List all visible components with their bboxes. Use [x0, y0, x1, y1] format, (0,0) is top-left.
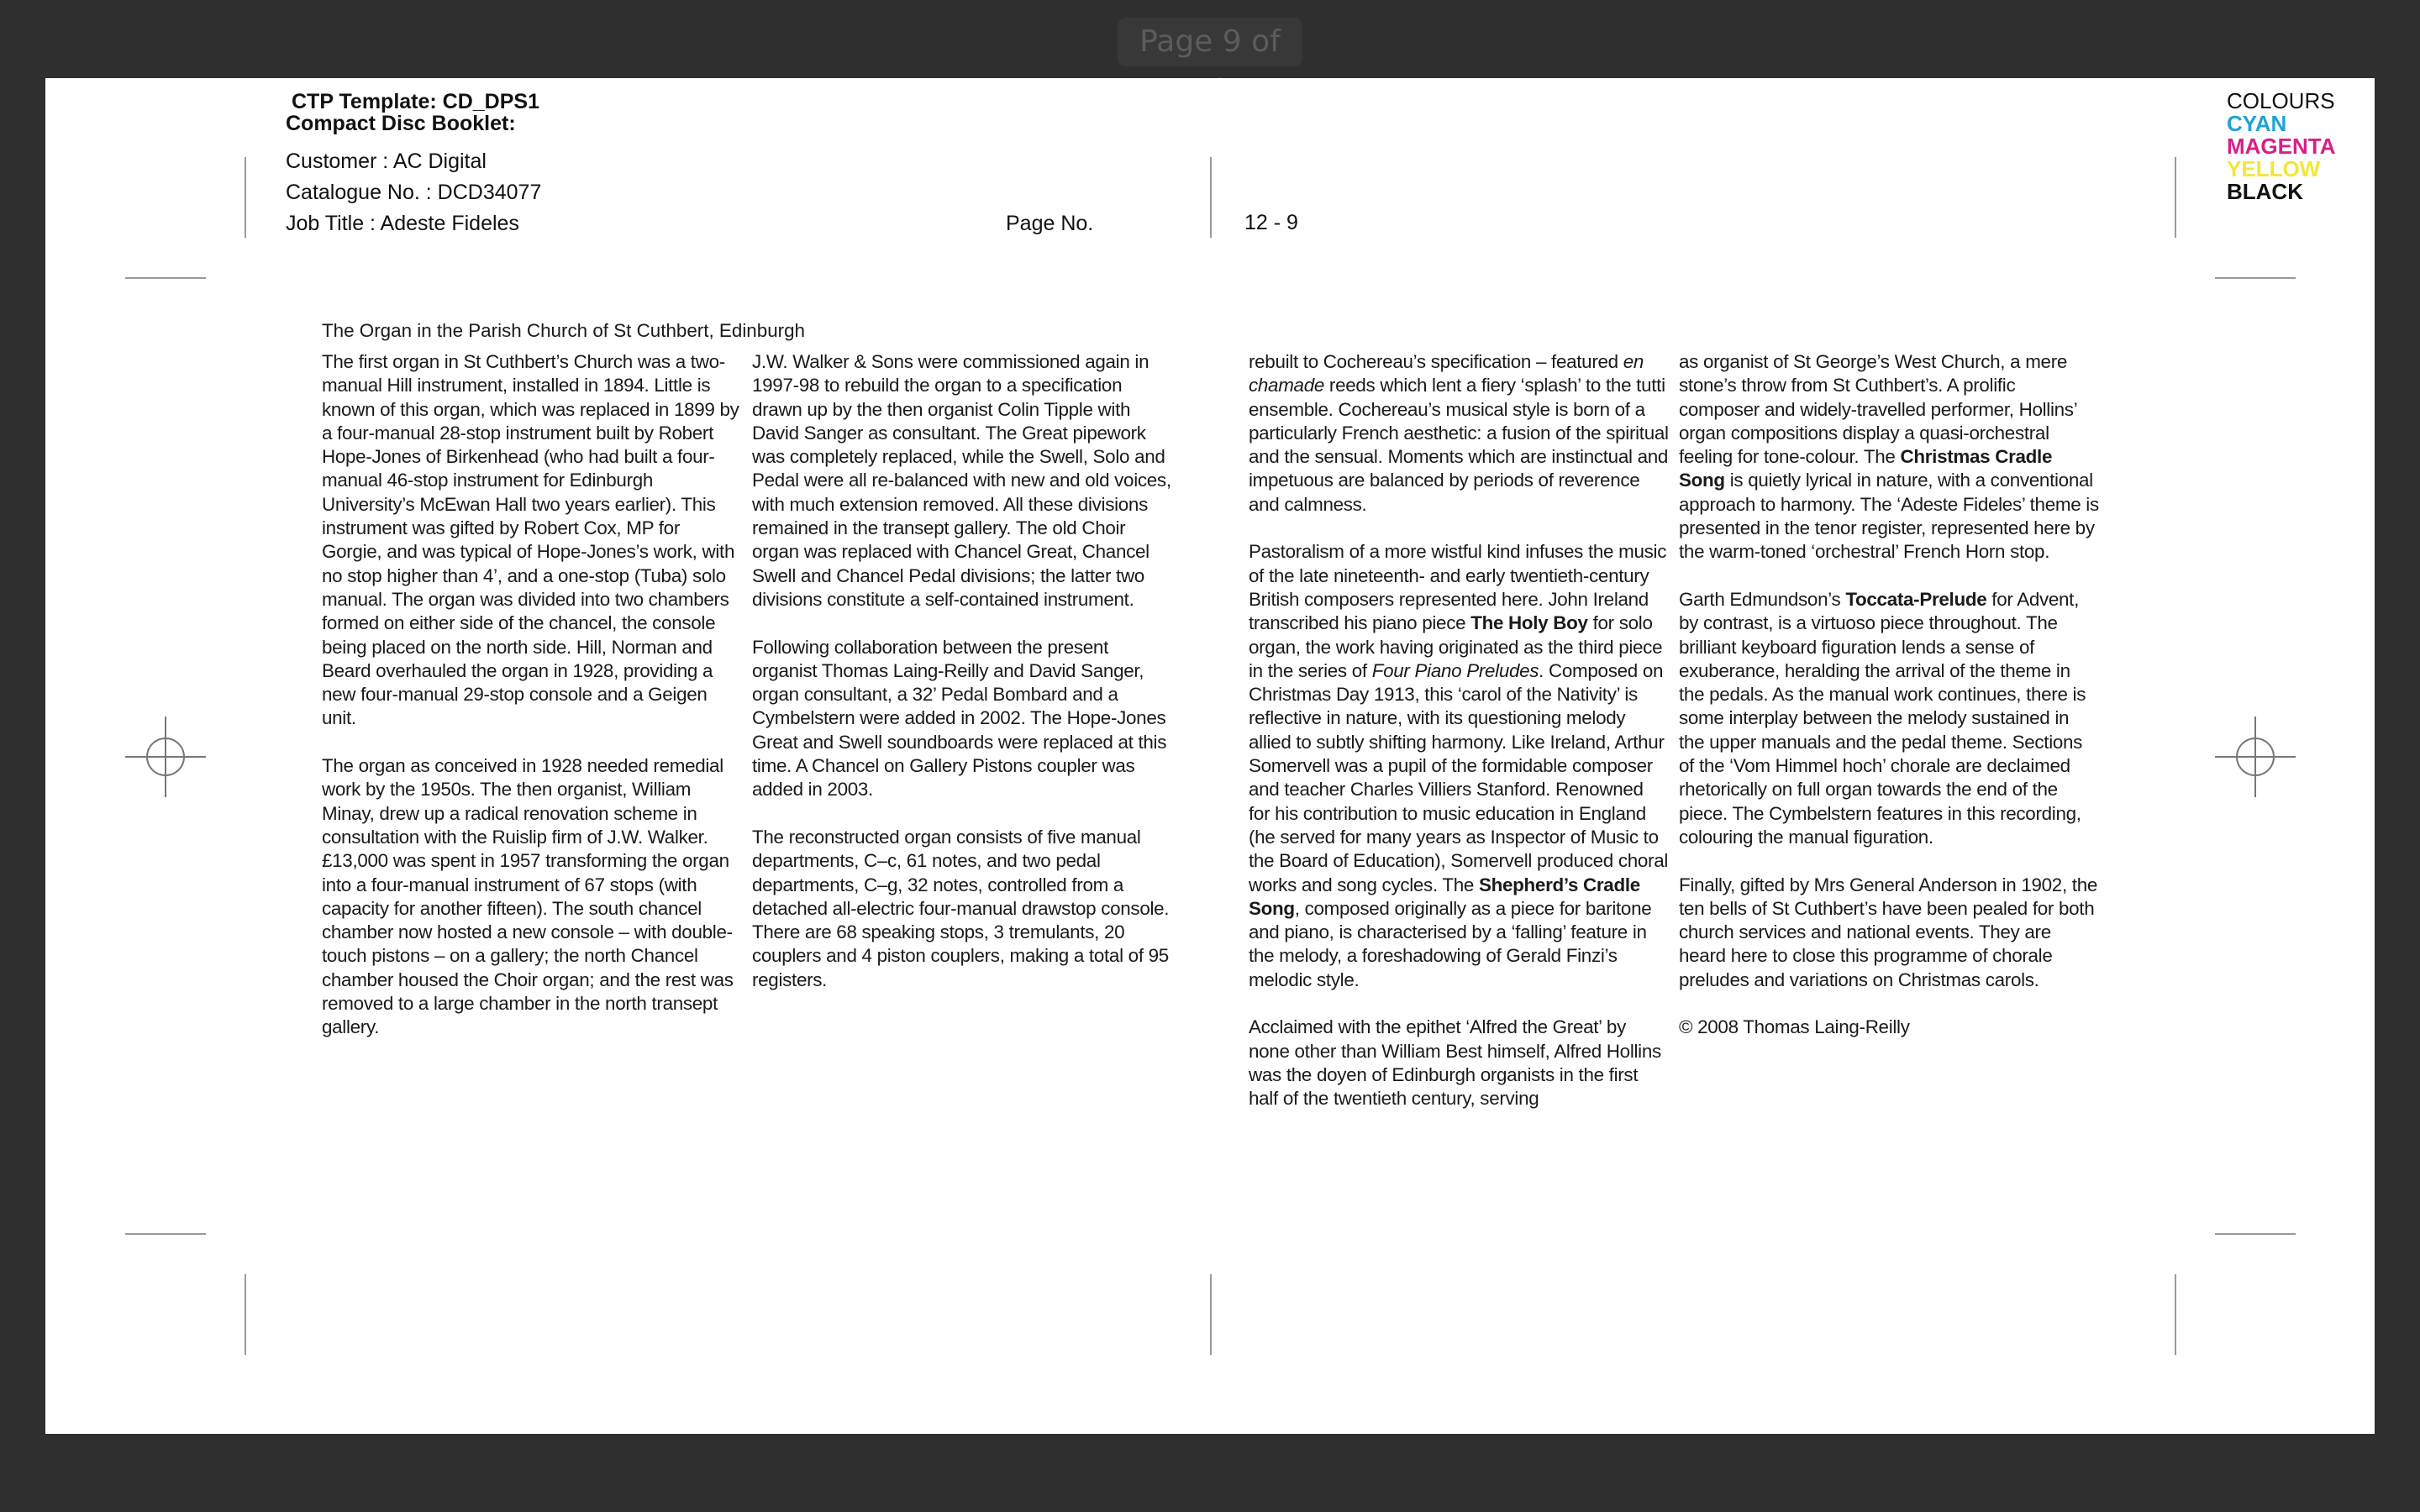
registration-mark-icon	[2215, 717, 2296, 797]
text-column-2	[752, 350, 1172, 1016]
crop-mark	[1210, 157, 1212, 238]
colours-legend	[2227, 90, 2336, 203]
crop-mark	[1210, 1274, 1212, 1355]
colours-heading: COLOURS	[2227, 88, 2335, 113]
paragraph: Acclaimed with the epithet ‘Alfred the Great’ by none other than William Best himself, Alfred Hollins was the doyen of Edinburgh organists in the first half of the twentieth century, serving	[1249, 1016, 1661, 1110]
crop-mark	[125, 1233, 206, 1235]
crop-mark	[245, 1274, 246, 1355]
crop-mark	[2215, 1233, 2296, 1235]
text-column-3	[1249, 350, 1669, 1135]
crop-mark	[2215, 277, 2296, 279]
article-title: The Organ in the Parish Church of St Cuthbert, Edinburgh	[322, 320, 806, 341]
paragraph: Garth Edmundson’s Toccata-Prelude for Advent, by contrast, is a virtuoso piece throughout. The brilliant keyboard figuration lends a sense of exuberance, heralding the arrival of the theme in the pedals. As the manual work continues, there is some interplay between the melody sustained in the upper manuals and the pedal theme. Sections of the ‘Vom Himmel hoch’ chorale are declaimed rhetorically on full organ towards the end of the piece. The Cymbelstern features in this recording, colouring the manual figuration.	[1679, 588, 2086, 848]
colour-magenta: MAGENTA	[2227, 134, 2336, 159]
paragraph: as organist of St George’s West Church, a mere stone’s throw from St Cuthbert’s. A prolific composer and widely-travelled performer, Hollins’ organ compositions display a quasi-orchestral feeling for tone-colour. The Christmas Cradle Song is quietly lyrical in nature, with a conventional approach to harmony. The ‘Adeste Fideles’ theme is presented in the tenor register, represented here by the warm-toned ‘orchestral’ French Horn stop.	[1679, 351, 2099, 563]
colour-yellow: YELLOW	[2227, 156, 2321, 181]
registration-mark-icon	[125, 717, 206, 797]
text-column-4	[1679, 350, 2099, 1063]
paragraph: The reconstructed organ consists of five manual departments, C–c, 61 notes, and two pedal departments, C–g, 32 notes, controlled from a detached all-electric four-manual drawstop console. There are 68 speaking stops, 3 tremulants, 20 couplers and 4 piston couplers, making a total of 95 registers.	[752, 826, 1170, 990]
crop-mark	[2175, 1274, 2176, 1355]
work-title: Christmas Cradle Song	[1679, 446, 2053, 491]
document-page	[45, 78, 2375, 1434]
crop-mark	[245, 157, 246, 238]
paragraph: J.W. Walker & Sons were commissioned again in 1997-98 to rebuild the organ to a specification drawn up by the then organist Colin Tipple with David Sanger as consultant. The Great pipework was completely replaced, while the Swell, Solo and Pedal were all re-balanced with new and old voices, with much extension removed. All these divisions remained in the transept gallery. The old Choir organ was replaced with Chancel Great, Chancel Swell and Chancel Pedal divisions; the latter two divisions constitute a self-contained instrument.	[752, 351, 1171, 610]
template-label: CTP Template: CD_DPS1	[292, 90, 539, 113]
work-title: The Holy Boy	[1470, 612, 1588, 634]
crop-mark	[125, 277, 206, 279]
copyright: © 2008 Thomas Laing-Reilly	[1679, 1016, 1910, 1038]
text-column-1	[322, 350, 742, 1063]
page-no-label: Page No.	[1006, 212, 1094, 235]
job-title-label: Job Title : Adeste Fideles	[286, 212, 519, 235]
crop-mark	[2175, 157, 2176, 238]
paragraph: Following collaboration between the present organist Thomas Laing-Reilly and David Sanger, organ consultant, a 32’ Pedal Bombard and a Cymbelstern were added in 2002. The Hope-Jones Great and Swell soundboards were replaced at this time. A Chancel on Gallery Pistons coupler was added in 2003.	[752, 636, 1167, 801]
work-title: Shepherd’s Cradle Song	[1249, 874, 1640, 919]
paragraph: rebuilt to Cochereau’s specification – featured en chamade reeds which lent a fiery ‘splash’ to the tutti ensemble. Cochereau’s musical style is born of a particularly French aesthetic: a fusion of the spiritual and the sensual. Moments which are instinctual and impetuous are balanced by periods of reverence and calmness.	[1249, 351, 1669, 515]
colour-black: BLACK	[2227, 179, 2303, 204]
page-indicator: Page 9 of	[1118, 18, 1302, 66]
paragraph: Pastoralism of a more wistful kind infuses the music of the late nineteenth- and early twentieth-century British composers represented here. John Ireland transcribed his piano piece The Holy Boy for solo organ, the work having originated as the third piece in the series of Four Piano Preludes. Composed on Christmas Day 1913, this ‘carol of the Nativity’ is reflective in nature, with its questioning melody allied to subtly shifting harmony. Like Ireland, Arthur Somervell was a pupil of the formidable composer and teacher Charles Villiers Stanford. Renowned for his contribution to music education in England (he served for many years as Inspector of Music to the Board of Education), Somervell produced choral works and song cycles. The Shepherd’s Cradle Song, composed originally as a piece for baritone and piano, is characterised by a ‘falling’ feature in the melody, a foreshadowing of Gerald Finzi’s melodic style.	[1249, 541, 1669, 990]
page-no-value: 12 - 9	[1244, 211, 1298, 234]
customer-label: Customer : AC Digital	[286, 150, 487, 173]
paragraph: Finally, gifted by Mrs General Anderson in 1902, the ten bells of St Cuthbert’s have been pealed for both church services and national events. They are heard here to close this programme of chorale preludes and variations on Christmas carols.	[1679, 874, 2098, 990]
colour-cyan: CYAN	[2227, 111, 2287, 136]
paragraph: The organ as conceived in 1928 needed remedial work by the 1950s. The then organist, William Minay, drew up a radical renovation scheme in consultation with the Ruislip firm of J.W. Walker. £13,000 was spent in 1957 transforming the organ into a four-manual instrument of 67 stops (with capacity for another fifteen). The south chancel chamber now hosted a new console – with double-touch pistons – on a gallery; the north Chancel chamber housed the Choir organ; and the rest was removed to a large chamber in the north transept gallery.	[322, 755, 734, 1038]
work-title: Toccata-Prelude	[1845, 588, 1987, 610]
booklet-label: Compact Disc Booklet:	[286, 112, 516, 135]
catalogue-label: Catalogue No. : DCD34077	[286, 181, 542, 204]
paragraph: The first organ in St Cuthbert’s Church was a two-manual Hill instrument, installed in 1894. Little is known of this organ, which was replaced in 1899 by a four-manual 28-stop instrument built by Robert Hope-Jones of Birkenhead (who had built a four-manual 46-stop instrument for Edinburgh University’s McEwan Hall two years earlier). This instrument was gifted by Robert Cox, MP for Gorgie, and was typical of Hope-Jones’s work, with no stop higher than 4’, and a one-stop (Tuba) solo manual. The organ was divided into two chambers formed on either side of the chancel, the console being placed on the north side. Hill, Norman and Beard overhauled the organ in 1928, providing a new four-manual 29-stop console and a Geigen unit.	[322, 351, 739, 729]
